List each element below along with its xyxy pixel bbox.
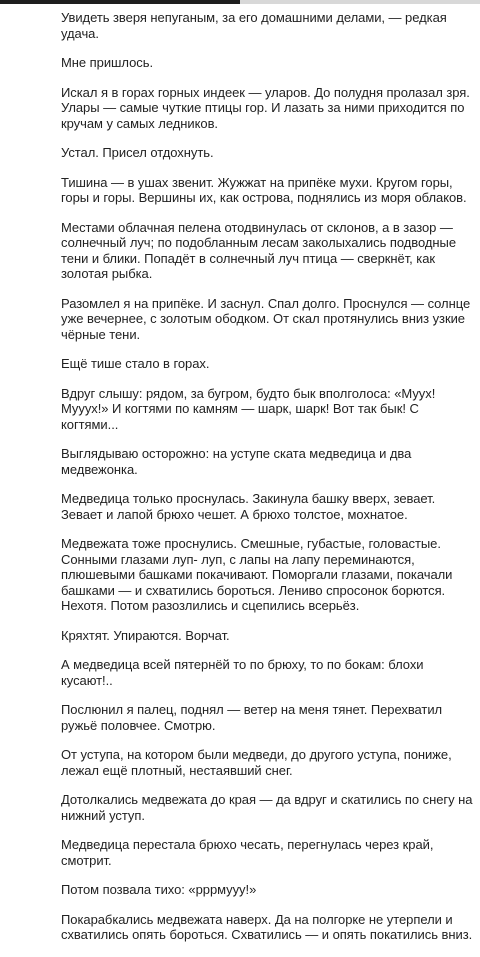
paragraph: От уступа, на котором были медведи, до другого уступа, пониже, лежал ещё плотный, нестаявший снег.: [61, 747, 452, 778]
paragraph: Медвежата тоже проснулись. Смешные, губастые, головастые. Сонными глазами луп- луп, с лапы на лапу переминаются, плюшевыми башками покачивают. Поморгали глазами, покачали башками — и схватились бороться. Лениво спросонок борются. Нехотя. Потом разозлились и сцепились всерьёз.: [61, 536, 453, 613]
book-text: [61, 10, 474, 957]
paragraph: Местами облачная пелена отодвинулась от склонов, а в зазор — солнечный луч; по подобланным лесам заколыхались подводные тени и блики. Попадёт в солнечный луч птица — сверкнёт, как золотая рыбка.: [61, 219, 457, 281]
paragraph: А медведица всей пятернёй то по брюху, то по бокам: блохи кусают!..: [61, 657, 424, 688]
paragraph: Покарабкались медвежата наверх. Да на полгорке не утерпели и схватились опять бороться. Схватились — и опять покатились вниз.: [61, 911, 473, 942]
paragraph: Кряхтят. Упираются. Ворчат.: [61, 627, 230, 643]
paragraph: Дотолкались медвежата до края — да вдруг и скатились по снегу на нижний уступ.: [61, 792, 473, 823]
paragraph: Разомлел я на припёке. И заснул. Спал долго. Проснулся — солнце уже вечернее, с золотым ободком. От скал протянулись вниз узкие чёрные тени.: [61, 295, 471, 342]
paragraph: Устал. Присел отдохнуть.: [61, 145, 214, 160]
paragraph: Тишина — в ушах звенит. Жужжат на припёке мухи. Кругом горы, горы и горы. Вершины их, как острова, поднялись из моря облаков.: [61, 174, 467, 205]
paragraph: Медведица перестала брюхо чесать, перегнулась через край, смотрит.: [61, 837, 434, 868]
paragraph: Мне пришлось.: [61, 55, 154, 70]
paragraph: Послюнил я палец, поднял — ветер на меня тянет. Перехватил ружьё половчее. Смотрю.: [61, 702, 443, 733]
paragraph: Выглядываю осторожно: на уступе ската медведица и два медвежонка.: [61, 446, 412, 477]
paragraph: Искал я в горах горных индеек — уларов. До полудня пролазал зря. Улары — самые чуткие птицы гор. И лазать за ними приходится по кручам у самых ледников.: [61, 84, 470, 131]
paragraph: Ещё тише стало в горах.: [61, 356, 210, 371]
paragraph: Медведица только проснулась. Закинула башку вверх, зевает. Зевает и лапой брюхо чешет. А брюхо толстое, мохнатое.: [61, 491, 436, 522]
paragraph: Потом позвала тихо: «рррмууу!»: [61, 882, 257, 897]
paragraph: Вдруг слышу: рядом, за бугром, будто бык вполголоса: «Муух! Мууух!» И когтями по камням — шарк, шарк! Вот так бык! С когтями...: [61, 385, 436, 432]
paragraph: Увидеть зверя непуганым, за его домашними делами, — редкая удача.: [61, 10, 447, 41]
